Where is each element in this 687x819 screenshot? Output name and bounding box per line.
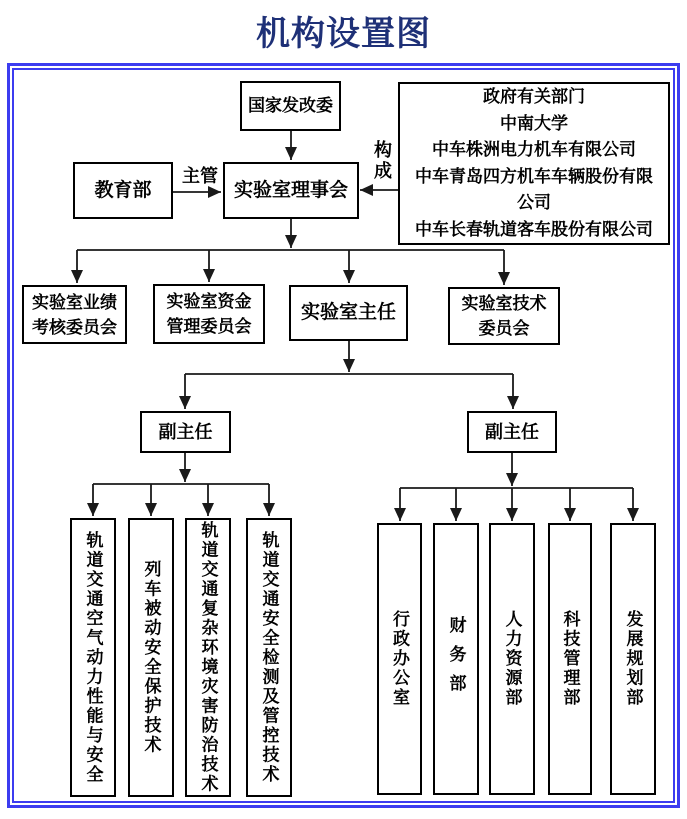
constituent-line: 公司 xyxy=(517,193,551,212)
node-dept-admin-office: 行政办公室 xyxy=(377,523,422,795)
node-council: 实验室理事会 xyxy=(223,162,359,219)
node-research-aerodynamics: 轨道交通空气动力性能与安全 xyxy=(70,518,116,797)
node-line: 实验室业绩 xyxy=(32,292,117,312)
node-research-passive-safety: 列车被动安全保护技术 xyxy=(128,518,174,797)
constituent-line: 中车青岛四方机车车辆股份有限 xyxy=(415,166,653,186)
node-director: 实验室主任 xyxy=(289,285,408,341)
node-line: 实验室资金 xyxy=(166,292,252,311)
node-line: 管理委员会 xyxy=(166,317,252,336)
node-dept-development-planning: 发展规划部 xyxy=(610,523,656,795)
node-deputy-director-right: 副主任 xyxy=(467,411,557,453)
constituent-line: 中车长春轨道客车股份有限公司 xyxy=(415,219,653,239)
node-deputy-director-left: 副主任 xyxy=(140,411,231,453)
node-research-safety-monitoring: 轨道交通安全检测及管控技术 xyxy=(246,518,292,797)
page-title: 机构设置图 xyxy=(256,15,431,53)
node-dept-finance: 财务部 xyxy=(433,523,479,795)
node-tech-committee xyxy=(448,287,560,345)
constituent-line: 政府有关部门 xyxy=(483,87,585,106)
node-dept-science-tech: 科技管理部 xyxy=(548,523,592,795)
node-line: 实验室技术 xyxy=(461,294,547,313)
node-line: 考核委员会 xyxy=(32,317,117,337)
edge-label-compose: 构成 xyxy=(372,140,392,182)
node-line: 委员会 xyxy=(478,319,530,338)
node-constituents xyxy=(398,82,670,245)
constituent-line: 中车株洲电力机车有限公司 xyxy=(432,140,636,159)
node-moe: 教育部 xyxy=(73,162,173,219)
node-research-disaster-prevention: 轨道交通复杂环境灾害防治技术 xyxy=(185,518,231,797)
node-performance-committee xyxy=(22,285,127,344)
constituent-line: 中南大学 xyxy=(500,113,568,133)
edge-label-supervise: 主管 xyxy=(182,166,218,186)
node-ndrc: 国家发改委 xyxy=(240,81,341,131)
node-dept-human-resources: 人力资源部 xyxy=(489,523,535,795)
node-fund-committee xyxy=(153,284,265,344)
